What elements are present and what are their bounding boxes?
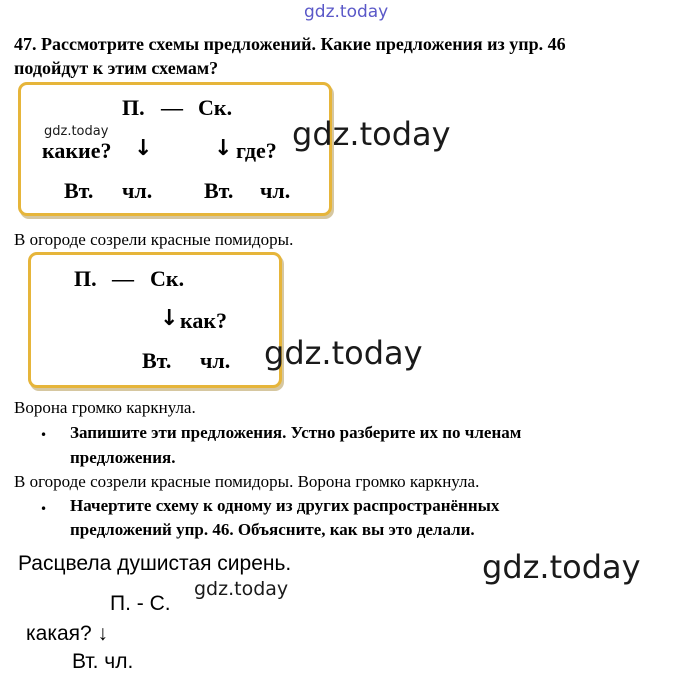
bullet2-line2: предложений упр. 46. Объясните, как вы это делали.	[70, 520, 475, 539]
bullet1-line1: Запишите эти предложения. Устно разберите их по членам	[70, 423, 522, 442]
answer-sentence-1: В огороде созрели красные помидоры.	[14, 230, 294, 249]
arrow-down-icon: ↓	[134, 136, 153, 161]
scheme1-subject: П.	[122, 95, 145, 120]
arrow-down-icon: ↓	[214, 136, 233, 161]
task-title-line1: 47. Рассмотрите схемы предложений. Какие предложения из упр. 46	[14, 34, 566, 54]
watermark-scheme1: gdz.today	[44, 124, 109, 139]
arrow-down-icon: ↓	[160, 306, 179, 331]
watermark-mid-2: gdz.today	[264, 334, 423, 372]
scheme1-dash: —	[161, 95, 183, 120]
watermark-bottom: gdz.today	[194, 578, 289, 600]
scheme2-subject: П.	[74, 266, 97, 291]
watermark-mid-1: gdz.today	[292, 115, 451, 153]
answer-sentence-3: В огороде созрели красные помидоры. Ворона громко каркнула.	[14, 472, 480, 491]
scheme2-dash: —	[112, 266, 134, 291]
scheme1-question-right: где?	[236, 138, 277, 163]
scheme1-question-left: какие?	[42, 138, 112, 163]
scheme1-predicate: Ск.	[198, 95, 233, 120]
bullet1-line2: предложения.	[70, 448, 176, 467]
scheme2-predicate: Ск.	[150, 266, 185, 291]
watermark-top: gdz.today	[304, 2, 389, 22]
scheme2-member-2: чл.	[200, 348, 231, 373]
handwritten-sentence: Расцвела душистая сирень.	[18, 552, 292, 575]
task-title-line2: подойдут к этим схемам?	[14, 58, 219, 78]
bullet-icon: •	[40, 502, 48, 516]
watermark-bottom-right: gdz.today	[482, 548, 641, 586]
scheme1-member-right-2: чл.	[260, 178, 291, 203]
scheme1-member-left-2: чл.	[122, 178, 153, 203]
scheme2-question: как?	[180, 308, 228, 333]
handwritten-member: Вт. чл.	[72, 650, 134, 673]
bullet-icon: •	[40, 428, 48, 442]
handwritten-question: какая? ↓	[26, 622, 109, 645]
answer-sentence-2: Ворона громко каркнула.	[14, 398, 196, 417]
bullet2-line1: Начертите схему к одному из других распространённых	[70, 496, 500, 515]
scheme2-member: Вт.	[142, 348, 172, 373]
scheme1-member-left: Вт.	[64, 178, 94, 203]
handwritten-scheme: П. - С.	[110, 592, 171, 615]
scheme1-member-right: Вт.	[204, 178, 234, 203]
